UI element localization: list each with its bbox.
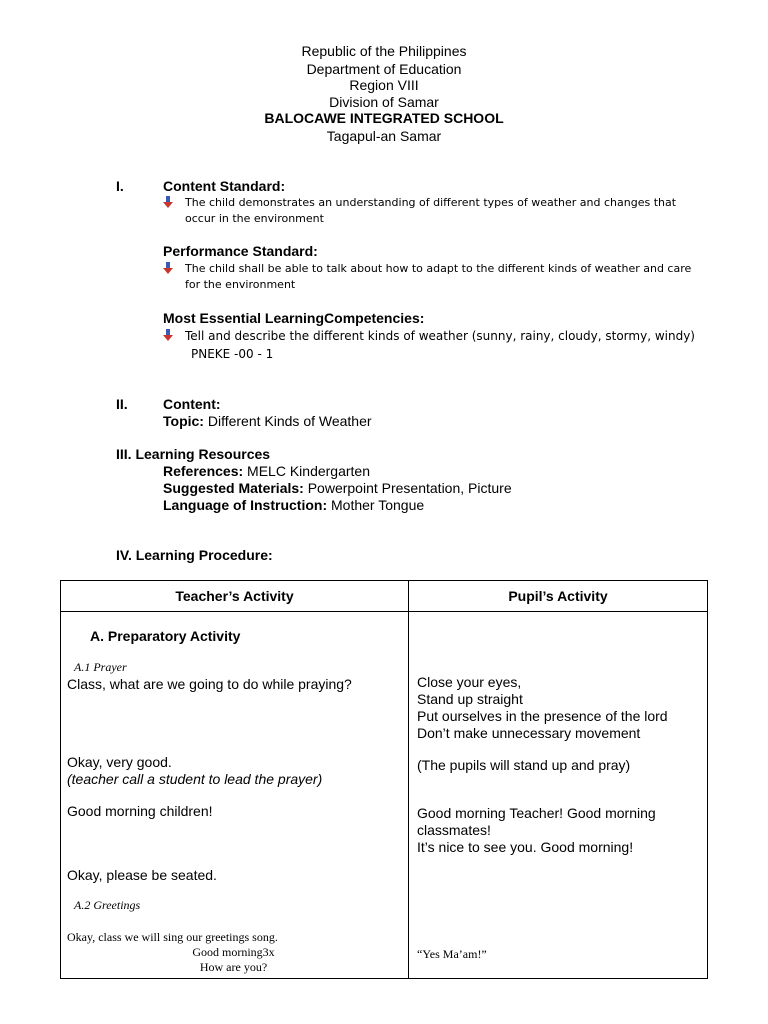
teacher-prayer-question: Class, what are we going to do while praying? xyxy=(67,676,352,692)
col-header-pupil: Pupil’s Activity xyxy=(409,581,708,612)
content-standard-text-2: occur in the environment xyxy=(185,212,324,225)
references-label: References: xyxy=(163,463,244,479)
greetings-subheading: A.2 Greetings xyxy=(74,898,141,912)
topic-line xyxy=(163,413,372,430)
bullet-arrow-icon xyxy=(163,262,173,274)
performance-standard-title: Performance Standard: xyxy=(163,243,318,259)
pupil-gm-line-2: classmates! xyxy=(417,822,491,838)
learning-procedure-title: IV. Learning Procedure: xyxy=(116,547,273,563)
header-republic: Republic of the Philippines xyxy=(301,43,467,59)
references-value: MELC Kindergarten xyxy=(243,463,370,479)
table-header-row xyxy=(61,581,708,612)
school-town: Tagapul-an Samar xyxy=(326,128,442,144)
section-2-numeral: II. xyxy=(116,396,128,412)
pupil-prayer-line-1: Close your eyes, xyxy=(417,674,522,690)
melc-code: PNEKE -00 - 1 xyxy=(191,347,274,361)
bullet-arrow-icon xyxy=(163,196,173,208)
performance-standard-item xyxy=(163,261,691,293)
bullet-arrow-icon xyxy=(163,329,173,341)
pupil-activity-cell xyxy=(409,612,708,979)
content-standard-title: Content Standard: xyxy=(163,178,286,194)
teacher-good-morning: Good morning children! xyxy=(67,803,213,819)
topic-value: Different Kinds of Weather xyxy=(203,413,372,429)
content-standard-text-1: The child demonstrates an understanding of different types of weather and changes that xyxy=(185,196,677,209)
pupil-prayer-response xyxy=(417,674,668,742)
header-department: Department of Education xyxy=(306,61,462,77)
learning-resources-title: III. Learning Resources xyxy=(116,446,271,462)
language-line xyxy=(163,497,424,514)
topic-label: Topic: xyxy=(163,413,204,429)
pupil-gm-line-3: It’s nice to see you. Good morning! xyxy=(417,839,634,855)
performance-standard-text-1: The child shall be able to talk about how to adapt to the different kinds of weather and care xyxy=(185,262,692,275)
references-line xyxy=(163,463,370,480)
pupil-yes-maam: “Yes Ma’am!” xyxy=(417,947,487,961)
prayer-subheading: A.1 Prayer xyxy=(74,660,127,674)
materials-value: Powerpoint Presentation, Picture xyxy=(303,480,512,496)
performance-standard-text-2: for the environment xyxy=(185,278,296,291)
teacher-okay-good: Okay, very good. xyxy=(67,754,172,770)
header-division: Division of Samar xyxy=(329,94,439,110)
melc-item xyxy=(163,328,695,344)
table-body-row xyxy=(61,612,708,979)
melc-text: Tell and describe the different kinds of weather (sunny, rainy, cloudy, stormy, windy) xyxy=(185,329,695,343)
teacher-please-seated: Okay, please be seated. xyxy=(67,867,217,883)
song-line-2: How are you? xyxy=(199,960,268,974)
language-label: Language of Instruction: xyxy=(163,497,328,513)
header-region: Region VIII xyxy=(349,77,419,93)
pupil-stand-pray: (The pupils will stand up and pray) xyxy=(417,757,631,773)
procedure-table xyxy=(60,580,708,979)
materials-label: Suggested Materials: xyxy=(163,480,304,496)
school-name: BALOCAWE INTEGRATED SCHOOL xyxy=(264,110,504,126)
section-1-numeral: I. xyxy=(116,178,124,194)
teacher-sing-greeting: Okay, class we will sing our greetings song. xyxy=(67,930,278,944)
pupil-gm-line-1: Good morning Teacher! Good morning xyxy=(417,805,656,821)
materials-line xyxy=(163,480,512,497)
language-value: Mother Tongue xyxy=(327,497,425,513)
col-header-teacher: Teacher’s Activity xyxy=(61,581,409,612)
teacher-call-student: (teacher call a student to lead the prayer) xyxy=(67,771,323,787)
pupil-prayer-line-3: Put ourselves in the presence of the lord xyxy=(417,708,668,724)
teacher-activity-cell xyxy=(61,612,409,979)
content-title: Content: xyxy=(163,396,221,412)
pupil-prayer-line-2: Stand up straight xyxy=(417,691,523,707)
preparatory-activity-title: A. Preparatory Activity xyxy=(90,628,241,644)
song-line-1: Good morning3x xyxy=(192,945,275,959)
pupil-prayer-line-4: Don’t make unnecessary movement xyxy=(417,725,641,741)
melc-title: Most Essential LearningCompetencies: xyxy=(163,310,425,326)
content-standard-item xyxy=(163,195,676,227)
pupil-good-morning-response xyxy=(417,805,656,856)
